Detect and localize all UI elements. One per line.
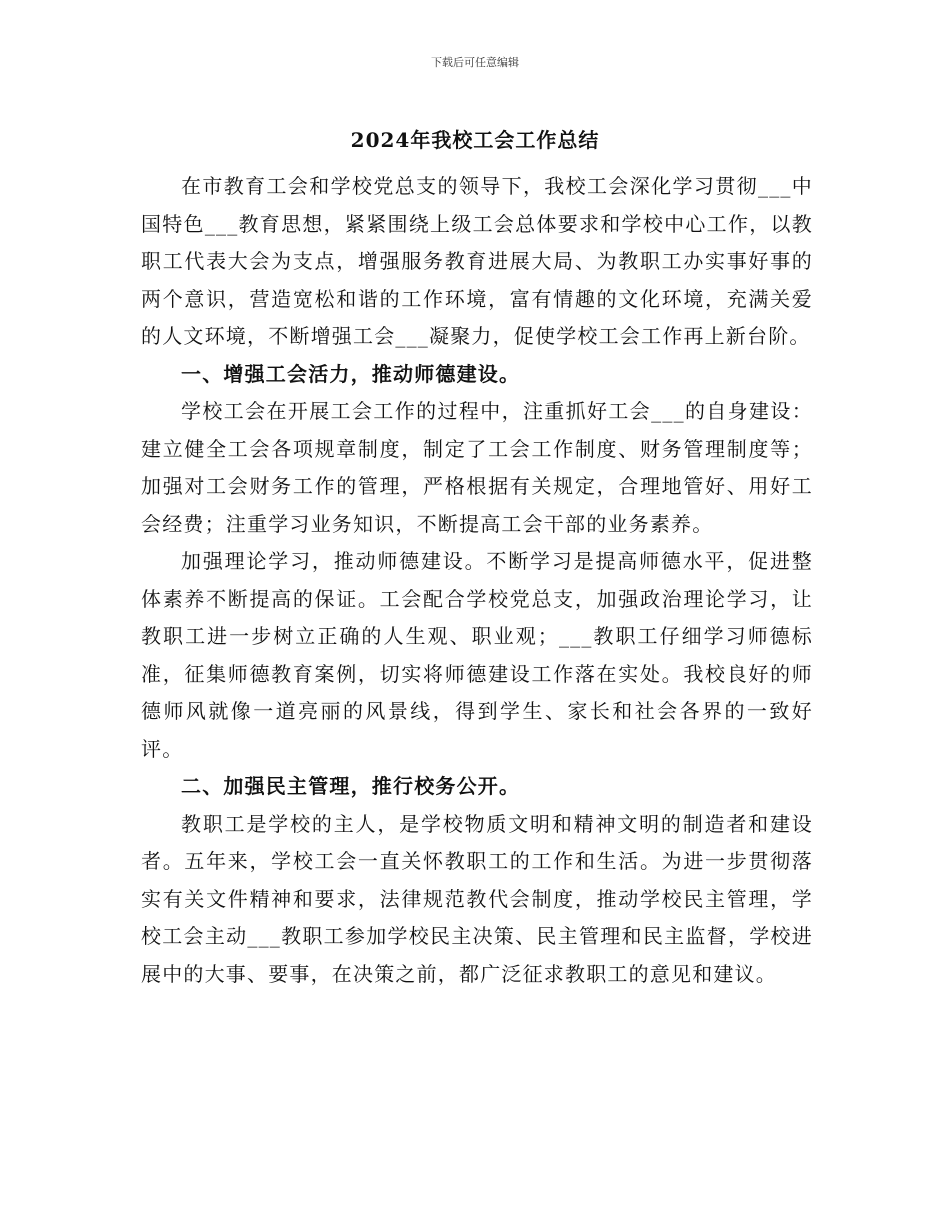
- section-heading-2: 二、加强民主管理，推行校务公开。: [181, 774, 521, 798]
- intro-paragraph: 在市教育工会和学校党总支的领导下，我校工会深化学习贯彻___中国特色___教育思想，紧紧围绕上级工会总体要求和学校中心工作，以教职工代表大会为支点，增强服务教育进展大局、为教职工办实事好事的两个意识，营造宽松和谐的工作环境，富有情趣的文化环境，充满关爱的人文环境，不断增强工会___凝聚力，促使学校工会工作再上新台阶。: [141, 174, 813, 348]
- section2-paragraph-1: 教职工是学校的主人，是学校物质文明和精神文明的制造者和建设者。五年来，学校工会一直关怀教职工的工作和生活。为进一步贯彻落实有关文件精神和要求，法律规范教代会制度，推动学校民主管理，学校工会主动___教职工参加学校民主决策、民主管理和民主监督，学校进展中的大事、要事，在决策之前，都广泛征求教职工的意见和建议。: [141, 811, 813, 986]
- section-heading-1: 一、增强工会活力，推动师德建设。: [181, 361, 521, 386]
- section1-paragraph-1: 学校工会在开展工会工作的过程中，注重抓好工会___的自身建设：建立健全工会各项规章制度，制定了工会工作制度、财务管理制度等；加强对工会财务工作的管理，严格根据有关规定，合理地管好、用好工会经费；注重学习业务知识，不断提高工会干部的业务素养。: [141, 399, 813, 536]
- document-body: [141, 168, 813, 993]
- header-note: 下载后可任意编辑: [431, 56, 519, 69]
- section1-paragraph-2: 加强理论学习，推动师德建设。不断学习是提高师德水平，促进整体素养不断提高的保证。工会配合学校党总支，加强政治理论学习，让教职工进一步树立正确的人生观、职业观；___教职工仔细学习师德标准，征集师德教育案例，切实将师德建设工作落在实处。我校良好的师德师风就像一道亮丽的风景线，得到学生、家长和社会各界的一致好评。: [141, 549, 813, 761]
- document-title: 2024年我校工会工作总结: [350, 128, 600, 152]
